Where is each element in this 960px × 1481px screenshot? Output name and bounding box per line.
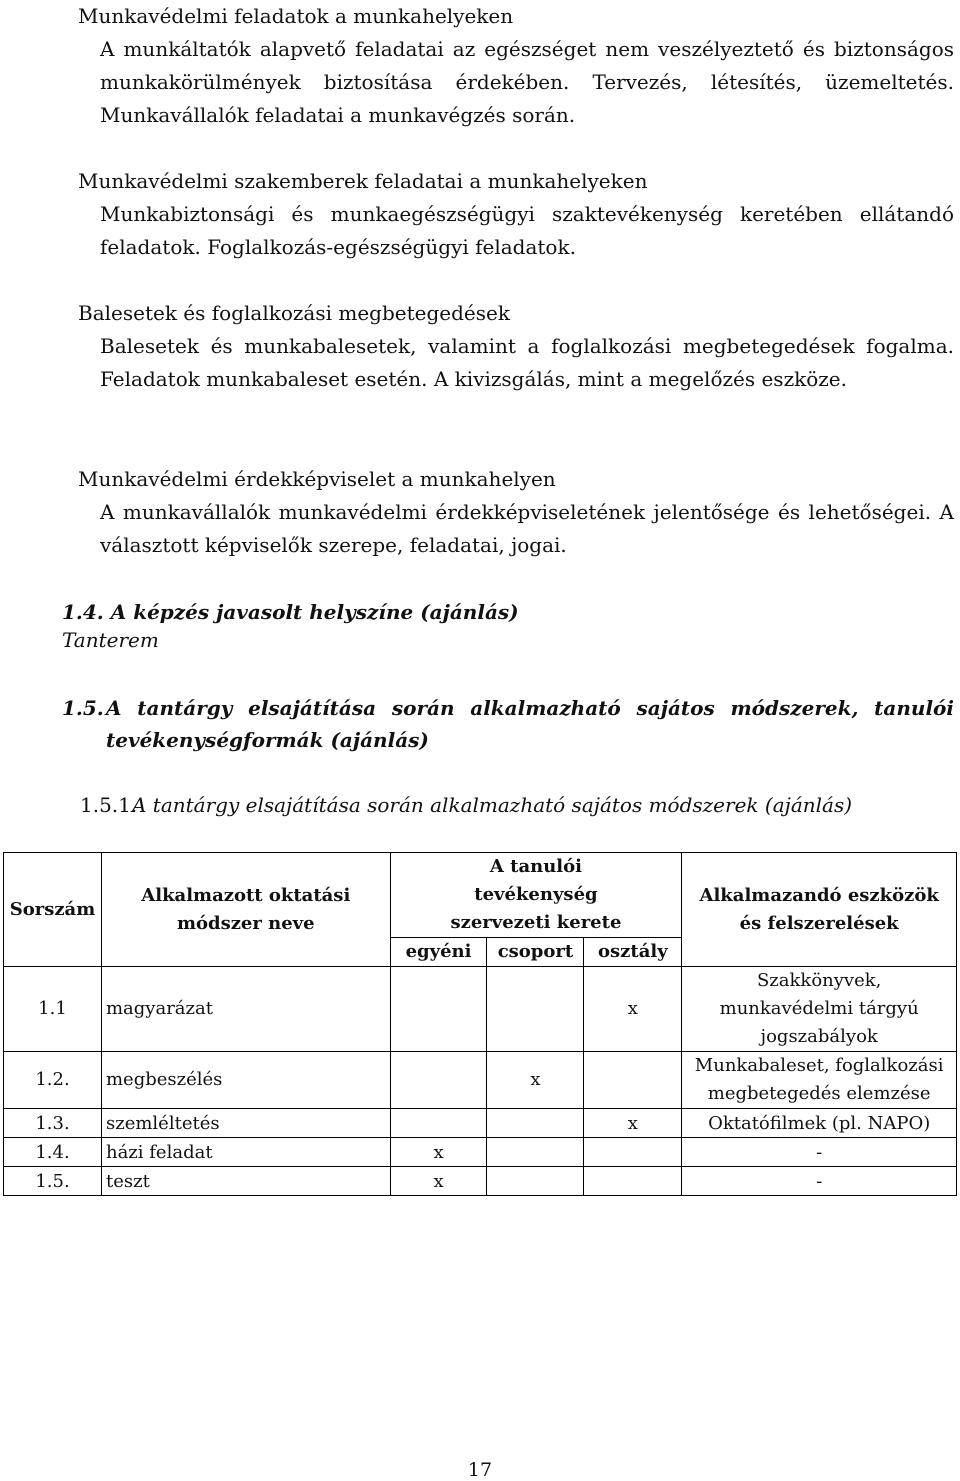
section-number: 1.4.: [62, 600, 104, 624]
row-tools: Szakkönyvek, munkavédelmi tárgyú jogszabályok: [682, 967, 957, 1052]
table-row: [4, 1138, 957, 1167]
row-egyeni: [390, 1052, 487, 1109]
row-csoport: [487, 967, 584, 1052]
section-accidents: [78, 297, 954, 396]
row-method: szemléltetés: [101, 1109, 390, 1138]
row-egyeni: [390, 1109, 487, 1138]
row-tools: -: [682, 1138, 957, 1167]
row-osztaly: [584, 1138, 682, 1167]
location-value: Tanterem: [62, 628, 159, 652]
header-csoport: csoport: [487, 938, 584, 967]
section-heading: Balesetek és foglalkozási megbetegedések: [78, 301, 510, 325]
row-number: 1.5.: [4, 1167, 102, 1196]
section-body: A munkavállalók munkavédelmi érdekképviseletének jelentősége és lehetőségei. A választott képviselők szerepe, feladatai, jogai.: [100, 500, 954, 557]
header-tools: Alkalmazandó eszközök és felszerelések: [682, 853, 957, 967]
section-heading: Munkavédelmi feladatok a munkahelyeken: [78, 4, 514, 28]
row-tools: Oktatófilmek (pl. NAPO): [682, 1109, 957, 1138]
table-header-row: [4, 853, 957, 938]
section-representation: [78, 463, 954, 562]
row-osztaly: x: [584, 1109, 682, 1138]
section-1-5-1-title: [80, 789, 954, 821]
row-method: megbeszélés: [101, 1052, 390, 1109]
page-number: 17: [467, 1459, 493, 1481]
section-specialist-tasks: [78, 165, 954, 264]
section-number: 1.5.: [62, 696, 104, 720]
header-group: A tanulói tevékenység szervezeti kerete: [390, 853, 682, 938]
section-title-text: A tantárgy elsajátítása során alkalmazható sajátos módszerek (ajánlás): [132, 793, 853, 817]
row-number: 1.1: [4, 967, 102, 1052]
table-row: [4, 1052, 957, 1109]
row-tools: -: [682, 1167, 957, 1196]
header-egyeni: egyéni: [390, 938, 487, 967]
table-row: [4, 1167, 957, 1196]
section-body: A munkáltatók alapvető feladatai az egészséget nem veszélyeztető és biztonságos munkakörülmények biztosítása érdekében. Tervezés, létesítés, üzemeltetés. Munkavállalók feladatai a munkavégzés során.: [100, 37, 954, 127]
table-row: [4, 1109, 957, 1138]
header-sorszam: Sorszám: [4, 853, 102, 967]
section-1-5-title: [62, 692, 954, 756]
section-body: Balesetek és munkabalesetek, valamint a foglalkozási megbetegedések fogalma. Feladatok munkabaleset esetén. A kivizsgálás, mint a megelőzés eszköze.: [100, 334, 954, 391]
section-title-text: A tantárgy elsajátítása során alkalmazható sajátos módszerek, tanulói tevékenységformák (ajánlás): [106, 696, 954, 752]
row-osztaly: [584, 1052, 682, 1109]
section-workplace-tasks: [78, 0, 954, 132]
section-heading: Munkavédelmi érdekképviselet a munkahelyen: [78, 467, 556, 491]
row-number: 1.3.: [4, 1109, 102, 1138]
row-csoport: [487, 1109, 584, 1138]
row-osztaly: [584, 1167, 682, 1196]
methods-table: [3, 852, 957, 1196]
row-egyeni: x: [390, 1167, 487, 1196]
row-method: házi feladat: [101, 1138, 390, 1167]
table-row: [4, 967, 957, 1052]
row-number: 1.4.: [4, 1138, 102, 1167]
row-number: 1.2.: [4, 1052, 102, 1109]
section-body: Munkabiztonsági és munkaegészségügyi szaktevékenység keretében ellátandó feladatok. Foglalkozás-egészségügyi feladatok.: [100, 202, 954, 259]
row-method: teszt: [101, 1167, 390, 1196]
header-osztaly: osztály: [584, 938, 682, 967]
section-1-4-title: [62, 596, 942, 628]
row-osztaly: x: [584, 967, 682, 1052]
header-method: Alkalmazott oktatási módszer neve: [101, 853, 390, 967]
row-csoport: [487, 1138, 584, 1167]
row-method: magyarázat: [101, 967, 390, 1052]
row-egyeni: x: [390, 1138, 487, 1167]
row-tools: Munkabaleset, foglalkozási megbetegedés elemzése: [682, 1052, 957, 1109]
section-number: 1.5.1.: [80, 793, 138, 817]
section-heading: Munkavédelmi szakemberek feladatai a munkahelyeken: [78, 169, 648, 193]
section-title-text: A képzés javasolt helyszíne (ajánlás): [110, 600, 519, 624]
row-egyeni: [390, 967, 487, 1052]
row-csoport: x: [487, 1052, 584, 1109]
row-csoport: [487, 1167, 584, 1196]
